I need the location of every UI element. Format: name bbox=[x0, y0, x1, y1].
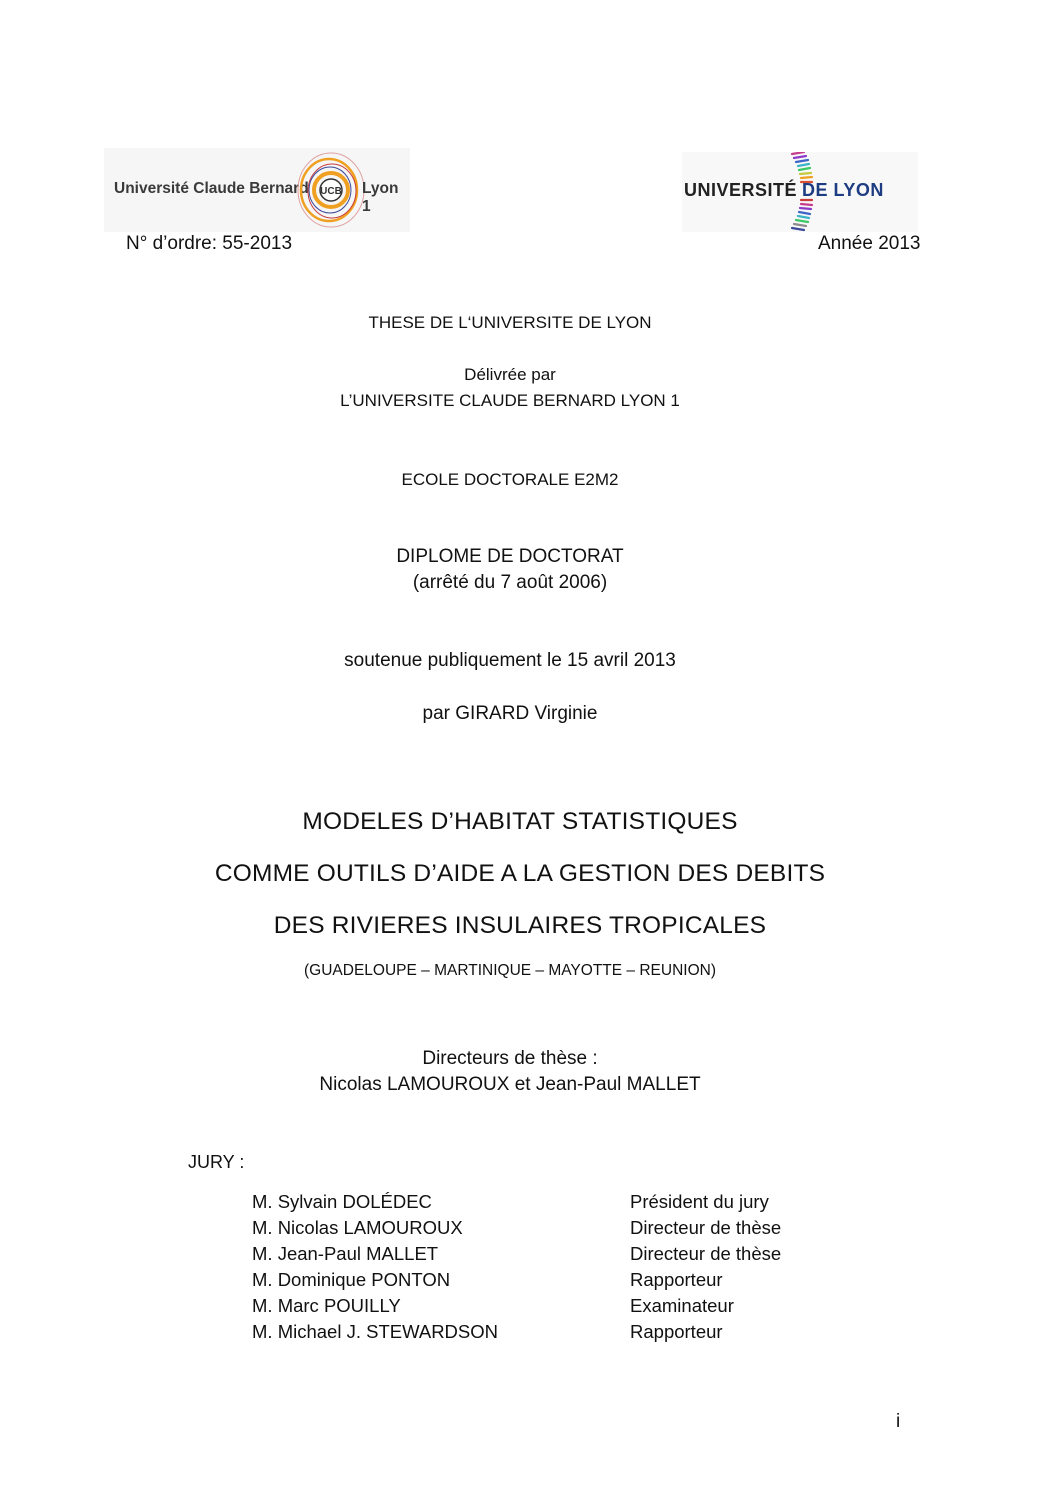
delivered-by: L’UNIVERSITE CLAUDE BERNARD LYON 1 bbox=[340, 391, 680, 410]
udl-logo-word-1: UNIVERSITÉ bbox=[684, 180, 798, 200]
ucbl-emblem-text: UCB bbox=[320, 186, 342, 197]
ucbl-logo-text-right: Lyon 1 bbox=[362, 180, 399, 215]
jury-member-name: M. Dominique PONTON bbox=[252, 1269, 451, 1290]
directors: Nicolas LAMOUROUX et Jean-Paul MALLET bbox=[319, 1074, 701, 1095]
jury-member-role: Directeur de thèse bbox=[630, 1217, 782, 1238]
thesis-title-line-3: DES RIVIERES INSULAIRES TROPICALES bbox=[273, 912, 767, 939]
delivered-by-label: Délivrée par bbox=[464, 365, 556, 384]
ucbl-emblem-icon bbox=[296, 150, 366, 230]
jury-member-role: Rapporteur bbox=[630, 1321, 723, 1342]
ucbl-logo bbox=[104, 148, 410, 232]
defense-date: soutenue publiquement le 15 avril 2013 bbox=[344, 650, 676, 671]
directors-label: Directeurs de thèse : bbox=[422, 1048, 598, 1069]
ucbl-logo-text-left: Université Claude Bernard bbox=[114, 180, 309, 197]
jury-member-name: M. Michael J. STEWARDSON bbox=[252, 1321, 499, 1342]
jury-label: JURY : bbox=[188, 1152, 245, 1172]
page-number: i bbox=[896, 1411, 901, 1432]
thesis-title-line-1: MODELES D’HABITAT STATISTIQUES bbox=[302, 808, 738, 835]
jury-member-role: Directeur de thèse bbox=[630, 1243, 782, 1264]
jury-member-role: Rapporteur bbox=[630, 1269, 723, 1290]
jury-member-name: M. Jean-Paul MALLET bbox=[252, 1243, 439, 1264]
order-number: N° d’ordre: 55-2013 bbox=[126, 233, 293, 254]
doctoral-school: ECOLE DOCTORALE E2M2 bbox=[401, 470, 619, 489]
author: par GIRARD Virginie bbox=[422, 703, 598, 724]
thesis-title-line-2: COMME OUTILS D’AIDE A LA GESTION DES DEBITS bbox=[214, 860, 826, 887]
these-title: THESE DE L‘UNIVERSITE DE LYON bbox=[368, 313, 652, 332]
decree: (arrêté du 7 août 2006) bbox=[412, 572, 608, 593]
jury-member-name: M. Marc POUILLY bbox=[252, 1295, 401, 1316]
udl-logo-word-2: DE LYON bbox=[802, 180, 884, 200]
jury-member-role: Examinateur bbox=[630, 1295, 734, 1316]
udl-logo bbox=[682, 152, 918, 232]
year: Année 2013 bbox=[818, 233, 921, 254]
diploma: DIPLOME DE DOCTORAT bbox=[396, 546, 624, 567]
jury-member-name: M. Sylvain DOLÉDEC bbox=[252, 1191, 432, 1212]
thesis-subtitle: (GUADELOUPE – MARTINIQUE – MAYOTTE – REUNION) bbox=[304, 962, 716, 979]
jury-member-name: M. Nicolas LAMOUROUX bbox=[252, 1217, 463, 1238]
jury-member-role: Président du jury bbox=[630, 1191, 769, 1212]
